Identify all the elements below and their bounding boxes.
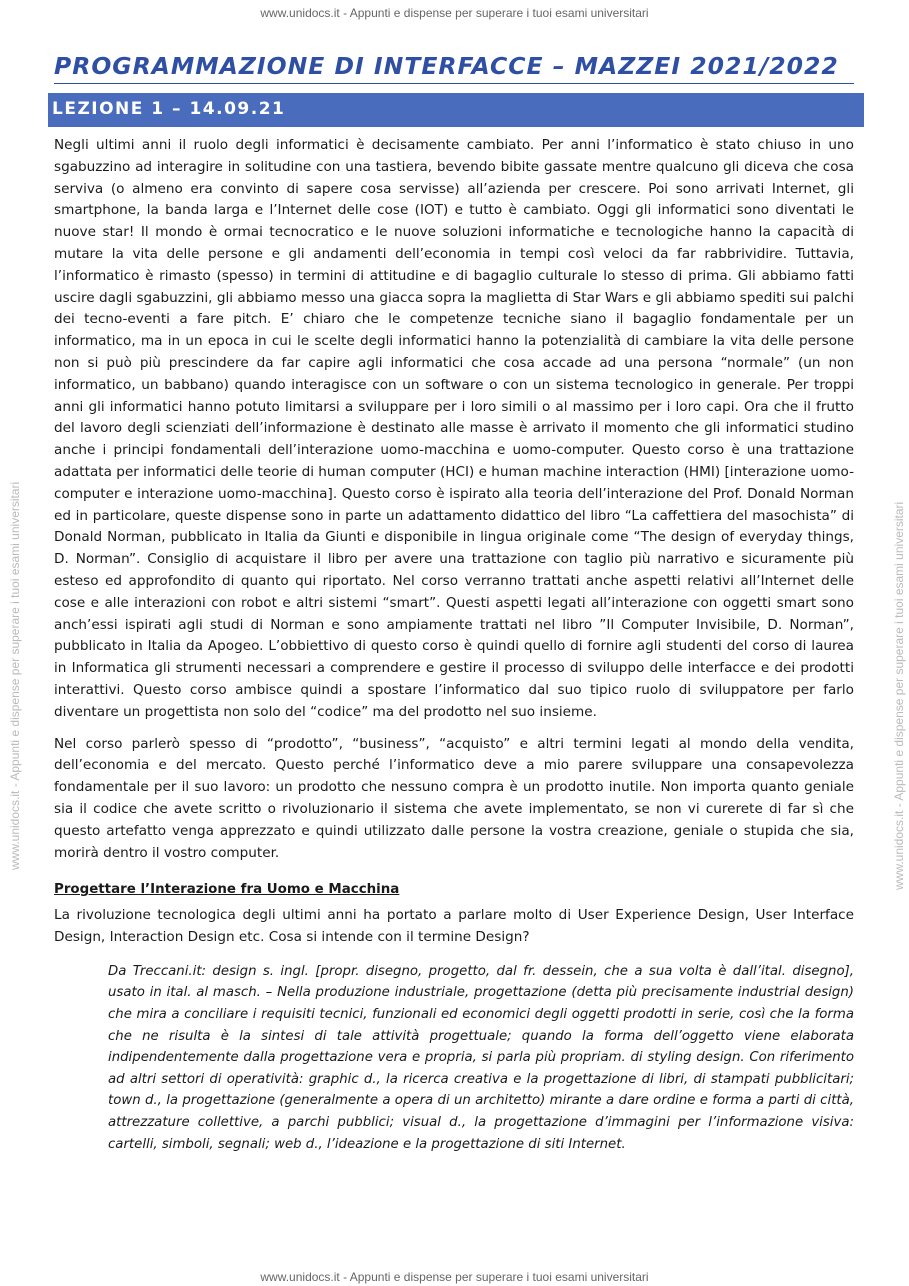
lesson-header: LEZIONE 1 – 14.09.21 [48, 93, 864, 127]
document-title: PROGRAMMAZIONE DI INTERFACCE – MAZZEI 2021/2022 [54, 52, 854, 84]
document-page [54, 52, 854, 1155]
section-title: Progettare l’Interazione fra Uomo e Macchina [54, 882, 400, 898]
section-paragraph: La rivoluzione tecnologica degli ultimi anni ha portato a parlare molto di User Experience Design, User Interface Design, Interaction Design etc. Cosa si intende con il termine Design? [54, 907, 854, 946]
paragraph-business: Nel corso parlerò spesso di “prodotto”, “business”, “acquisto” e altri termini legati al mondo della vendita, dell’economia e del mercato. Questo perché l’informatico deve a mio parere sviluppare una consapevolezza fondamentale per il suo lavoro: un prodotto che nessuno compra è un prodotto inutile. Non importa quanto geniale sia il codice che avete scritto o rivoluzionario il sistema che avete implementato, se non vi curerete di far sì che questo artefatto venga apprezzato e quindi utilizzato dalle persone la vostra creazione, geniale o stupida che sia, morirà dentro il vostro computer. [54, 735, 854, 861]
right-side-watermark: www.unidocs.it - Appunti e dispense per superare i tuoi esami universitari [892, 501, 906, 890]
paragraph-intro: Negli ultimi anni il ruolo degli informatici è decisamente cambiato. Per anni l’informatico è stato chiuso in uno sgabuzzino ad interagire in solitudine con una tastiera, bevendo bibite gassate mentre qualcuno gli diceva che cosa serviva (o almeno era convinto di sapere cosa servisse) all’azienda per crescere. Poi sono arrivati Internet, gli smartphone, la banda larga e l’Internet delle cose (IOT) e tutto è cambiato. Oggi gli informatici sono diventati le nuove star! Il mondo è ormai tecnocratico e le nuove soluzioni informatiche e tecnologiche hanno la capacità di mutare la vita delle persone e gli andamenti dell’economia in tempi così veloci da far rabbrividire. Tuttavia, l’informatico è rimasto (spesso) in termini di attitudine e di bagaglio culturale lo stesso di prima. Gli abbiamo fatti uscire dagli sgabuzzini, gli abbiamo messo una giacca sopra la maglietta di Star Wars e gli abbiamo spediti sui palchi dei tecno-eventi a fare pitch. E’ chiaro che le competenze tecniche siano il bagaglio fondamentale per un informatico, ma in un epoca in cui le scelte degli informatici hanno la potenzialità di cambiare la vita delle persone non si può più prescindere da far capire agli informatici che cosa accade ad una persona “normale” (un non informatico, un babbano) quando interagisce con un software o con un sistema tecnologico in generale. Per troppi anni gli informatici hanno potuto limitarsi a sviluppare per i loro simili o al massimo per i loro capi. Ora che il frutto del lavoro degli scienziati dell’informazione è destinato alle masse è arrivato il momento che gli informatici studino anche i principi fondamentali dell’interazione uomo-macchina e uomo-computer. Questo corso è una trattazione adattata per informatici delle teorie di human computer (HCI) e human machine interaction (HMI) [interazione uomo-computer e interazione uomo-macchina]. Questo corso è ispirato alla teoria dell’interazione del Prof. Donald Norman ed in particolare, queste dispense sono in parte un adattamento didattico del libro “La caffettiera del masochista” di Donald Norman, pubblicato in Italia da Giunti e disponibile in lingua originale come “The design of everyday things, D. Norman”. Consiglio di acquistare il libro per avere una trattazione con taglio più narrativo e sicuramente più esteso ed approfondito di quanto qui riportato. Nel corso verranno trattati anche aspetti relativi all’Internet delle cose e alle interazioni con robot e altri sistemi “smart”. Questi aspetti legati all’interazione con oggetti smart sono anch’essi ispirati agli studi di Norman e sono ampiamente trattati nel libro ”Il Computer Invisibile, D. Norman”, pubblicato in Italia da Apogeo. L’obbiettivo di questo corso è quindi quello di fornire agli studenti del corso di laurea in Informatica gli strumenti necessari a comprendere e gestire il processo di sviluppo delle interfacce e dei prodotti interattivi. Questo corso ambisce quindi a spostare l’informatico dal suo tipico ruolo di sviluppatore per farlo diventare un progettista non solo del “codice” ma del prodotto nel suo insieme. [54, 137, 854, 720]
left-side-watermark: www.unidocs.it - Appunti e dispense per superare i tuoi esami universitari [8, 481, 22, 870]
bottom-watermark-banner: www.unidocs.it - Appunti e dispense per superare i tuoi esami universitari [260, 1270, 649, 1284]
top-watermark-banner: www.unidocs.it - Appunti e dispense per superare i tuoi esami universitari [260, 6, 649, 20]
treccani-quote: Da Treccani.it: design s. ingl. [propr. disegno, progetto, dal fr. dessein, che a sua volta è dall’ital. disegno], usato in ital. al masch. – Nella produzione industriale, progettazione (detta più precisamente industrial design) che mira a conciliare i requisiti tecnici, funzionali ed economici degli oggetti prodotti in serie, così che la forma che ne risulta è la sintesi di tale attività progettuale; quando la forma dell’oggetto viene elaborata indipendentemente dalla progettazione vera e propria, si parla più propriam. di styling design. Con riferimento ad altri settori di operatività: graphic d., la ricerca creativa e la progettazione di libri, di stampati pubblicitari; town d., la progettazione (generalmente a opera di un architetto) mirante a dare ordine e forma a parti di città, attrezzature collettive, a parchi pubblici; visual d., la progettazione d’immagini per l’informazione visiva: cartelli, simboli, segnali; web d., l’ideazione e la progettazione di siti Internet. [108, 963, 854, 1152]
